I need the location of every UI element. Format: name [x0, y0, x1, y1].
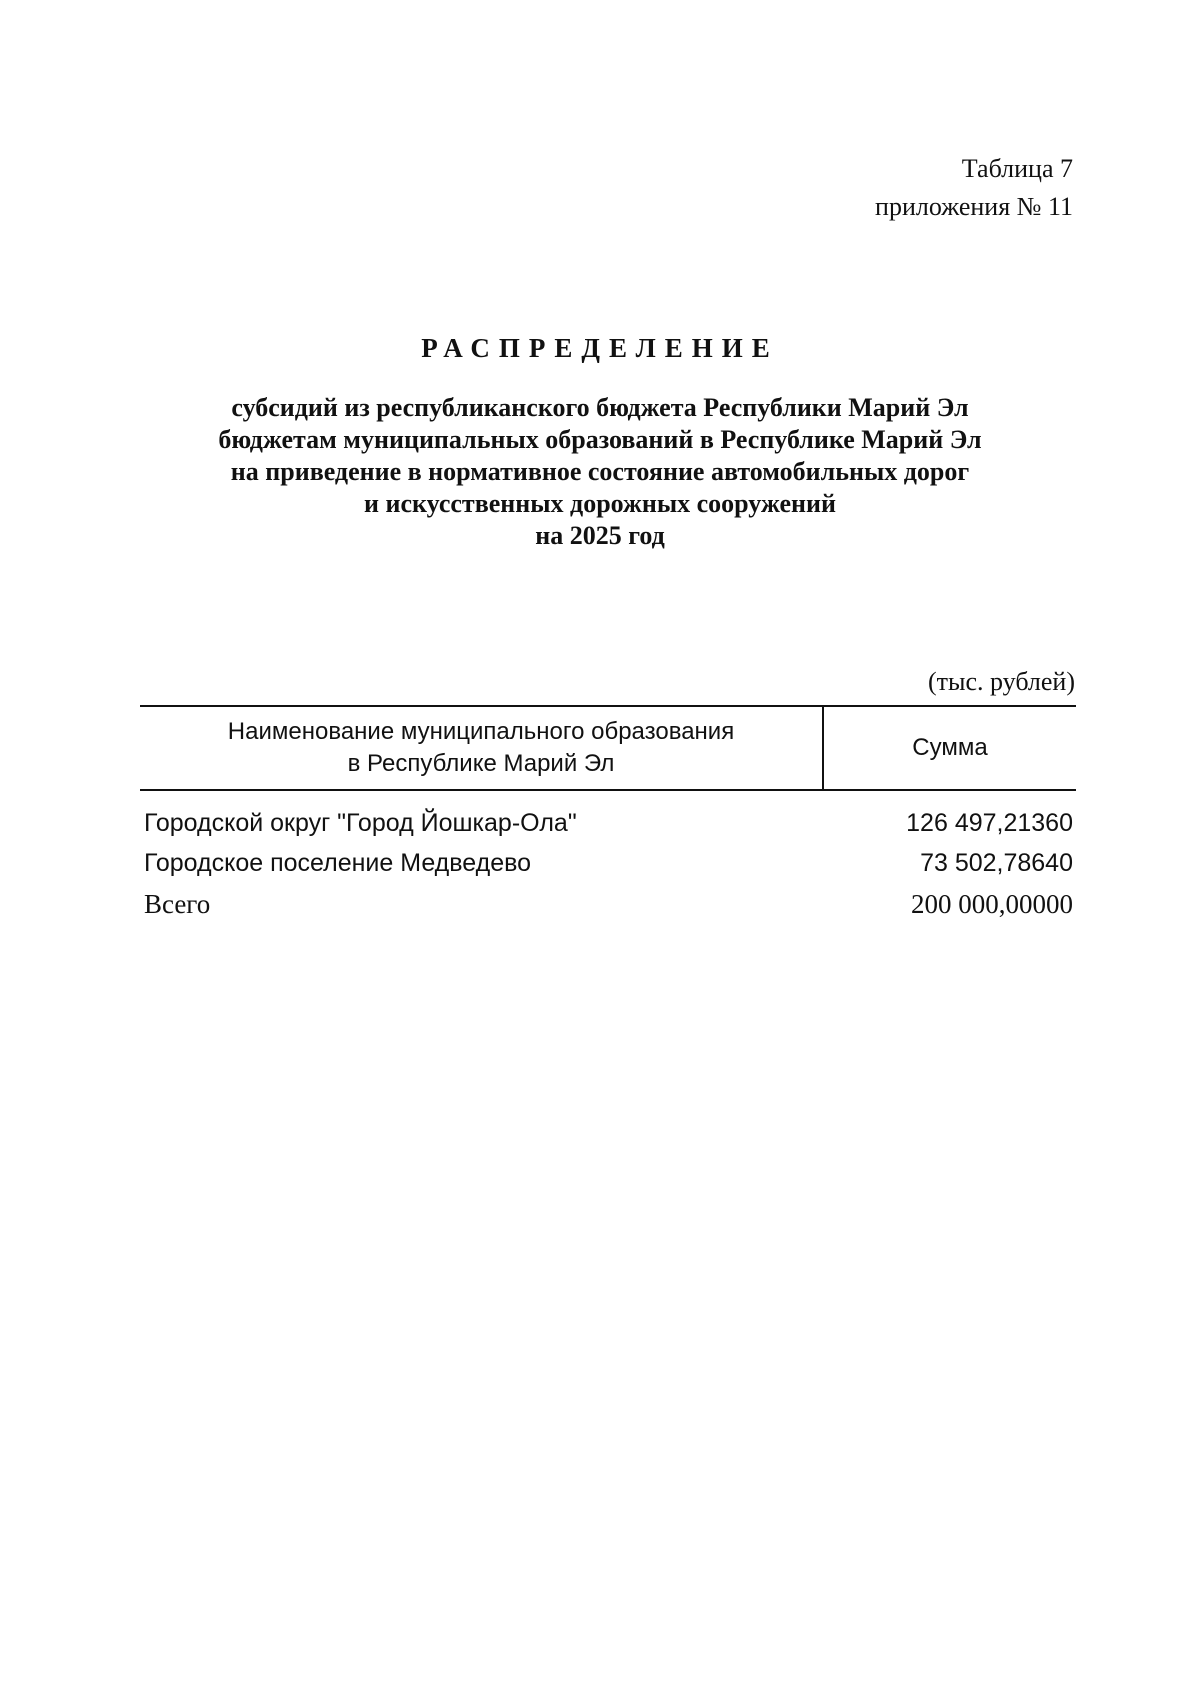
- table-number: Таблица 7: [961, 154, 1073, 183]
- table-row-total: [144, 889, 1073, 929]
- document-title: РАСПРЕДЕЛЕНИЕ: [421, 333, 779, 363]
- table-reference: [875, 150, 1073, 226]
- subtitle-line: на приведение в нормативное состояние автомобильных дорог: [230, 457, 970, 486]
- column-header-name-line: в Республике Марий Эл: [347, 750, 615, 777]
- column-header-name: [140, 707, 824, 789]
- table-header: [140, 705, 1076, 791]
- row-amount: 200 000,00000: [911, 889, 1073, 919]
- subtitle-line: на 2025 год: [535, 521, 665, 550]
- subtitle-line: и искусственных дорожных сооружений: [364, 489, 836, 518]
- row-name: Городской округ "Город Йошкар-Ола": [144, 809, 577, 837]
- subtitle-line: бюджетам муниципальных образований в Республике Марий Эл: [218, 425, 982, 454]
- table-row: [144, 849, 1073, 889]
- column-header-name-line: Наименование муниципального образования: [227, 718, 735, 745]
- document-subtitle: [140, 392, 1060, 552]
- appendix-number: приложения № 11: [875, 192, 1073, 221]
- table-body: [144, 809, 1073, 929]
- row-name: Всего: [144, 889, 211, 919]
- row-name: Городское поселение Медведево: [144, 849, 532, 877]
- column-header-sum: Сумма: [912, 734, 988, 761]
- units-label: (тыс. рублей): [927, 667, 1075, 696]
- subtitle-line: субсидий из республиканского бюджета Республики Марий Эл: [231, 393, 969, 422]
- table-row: [144, 809, 1073, 849]
- row-amount: 126 497,21360: [906, 809, 1073, 837]
- row-amount: 73 502,78640: [920, 849, 1073, 877]
